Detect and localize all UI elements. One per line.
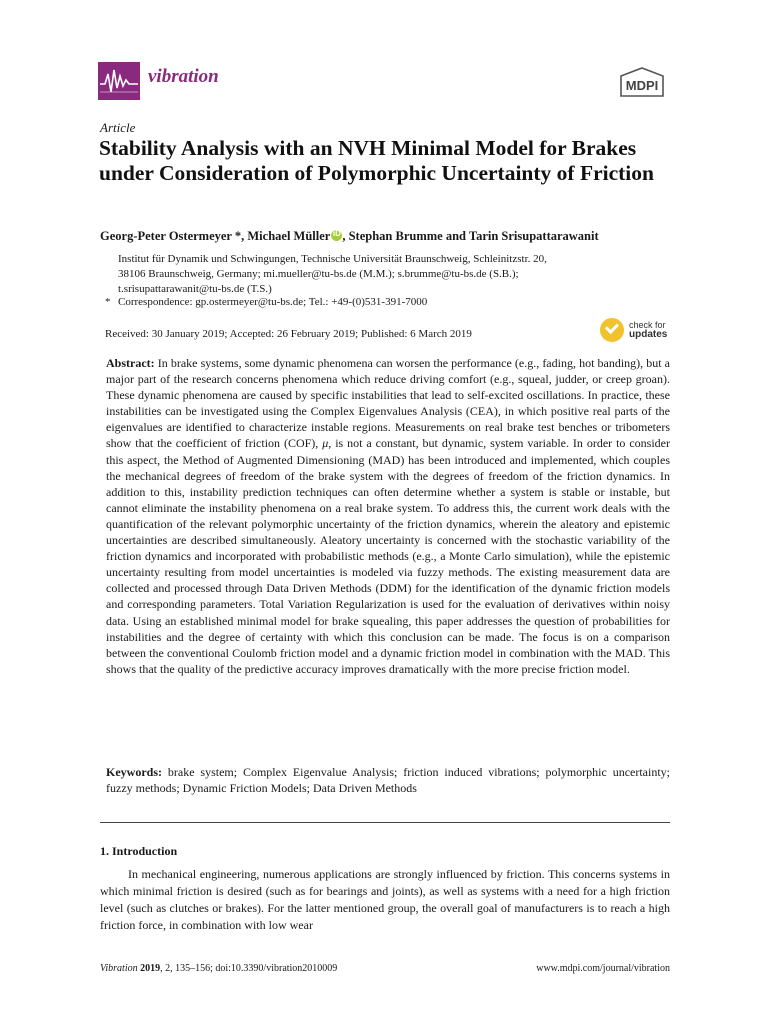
correspondence-text: Correspondence: gp.ostermeyer@tu-bs.de; Tel.: +49-(0)531-391-7000 [118,296,428,308]
orcid-icon[interactable]: iD [331,230,342,241]
footer-url[interactable]: www.mdpi.com/journal/vibration [536,963,670,974]
authors-part-1: Georg-Peter Ostermeyer *, Michael Müller [100,229,331,243]
affiliation [118,252,678,297]
abstract [106,355,670,677]
mu-symbol: μ [322,436,329,451]
abstract-label: Abstract: [106,356,155,370]
section-heading: 1. Introduction [100,844,178,858]
introduction-paragraph: In mechanical engineering, numerous applications are strongly influenced by friction. This concerns systems in which minimal friction is desired (such as for bearings and joints), as well as systems with a need for a high friction level (such as clutches or brakes). For the latter mentioned group, the overall goal of manufacturers is to reach a high friction force, in combination with low wear [100,867,670,932]
section-divider [100,822,670,823]
abstract-text: In brake systems, some dynamic phenomena can worsen the performance (e.g., fading, hot banding), but a major part of the research concerns phenomena which reduce driving comfort (e.g., squeal, judder, or creep groan). These dynamic phenomena are caused by specific instabilities that lead to self-excited oscillations. In practice, these instabilities can be investigated using the Complex Eigenvalues Analysis (CEA), in which positive real parts of the eigenvalues are identified to characterize instable regions. Measurements on real brake test benches or tribometers show that the coefficient of friction (COF), [106,356,670,451]
authors-part-2: , Stephan Brumme and Tarin Srisupattarawanit [342,229,599,243]
publication-dates: Received: 30 January 2019; Accepted: 26 February 2019; Published: 6 March 2019 [105,328,472,340]
footer-citation-text: , 2, 135–156; doi:10.3390/vibration2010009 [160,963,338,974]
keywords-label: Keywords: [106,765,162,779]
article-type: Article [100,120,136,135]
footer-year: 2019 [140,963,161,974]
journal-name: vibration [148,66,219,87]
correspondence-symbol: * [105,296,111,308]
check-for-updates-label-bold: updates [629,329,668,340]
affiliation-line: 38106 Braunschweig, Germany; mi.mueller@tu-bs.de (M.M.); s.brumme@tu-bs.de (S.B.); [118,268,519,280]
affiliation-line: t.srisupattarawanit@tu-bs.de (T.S.) [118,283,272,295]
keywords-text: brake system; Complex Eigenvalue Analysis; friction induced vibrations; polymorphic uncertainty; fuzzy methods; Dynamic Friction Models; Data Driven Methods [106,765,670,796]
abstract-text-continued: , is not a constant, but dynamic, system variable. In order to consider this aspect, the Method of Augmented Dimensioning (MAD) has been introduced and implemented, which couples the mechanical degrees of freedom of the brake system with the degrees of freedom of the friction dynamics. In addition to this, instability prediction techniques can often determine whether a system is stable or instable, but cannot eliminate the instability phenomena on a real brake system. To address this, the current work deals with the quantification of the relevant polymorphic uncertainty of the friction dynamics, wherein the aleatory and epistemic uncertainties are described simultaneously. Aleatory uncertainty is concerned with the stochastic variability of the friction dynamics and incorporated with probabilistic methods (e.g., a Monte Carlo simulation), while the epistemic uncertainty resulting from model uncertainties is modeled via fuzzy methods. The existing measurement data are collected and processed through Data Driven Methods (DDM) for the identification of the dynamic friction models and corresponding parameters. Total Variation Regularization is used for the evaluation of derivatives within noisy data. Using an established minimal model for brake squealing, this paper addresses the question of probabilities for instabilities and the degree of certainty with which this conclusion can be made. The focus is on a comparison between the conventional Coulomb friction model and a dynamic friction model in combination with the MAD. This shows that the quality of the predictive accuracy improves dramatically with the more precise friction model. [106,436,670,676]
check-for-updates-label: check for [629,320,666,330]
mdpi-logo-icon [613,66,671,102]
check-for-updates-icon [600,318,624,342]
journal-logo-icon [98,62,140,100]
footer-citation [100,963,337,974]
affiliation-line: Institut für Dynamik und Schwingungen, Technische Universität Braunschweig, Schleinitzstr. 20, [118,253,547,265]
mdpi-logo-text: MDPI [625,78,659,93]
keywords [106,764,670,797]
check-for-updates-button[interactable] [600,318,672,344]
paper-title: Stability Analysis with an NVH Minimal Model for Brakes under Consideration of Polymorphic Uncertainty of Friction [99,136,654,185]
author-list [100,229,680,244]
footer-journal: Vibration [100,963,138,974]
